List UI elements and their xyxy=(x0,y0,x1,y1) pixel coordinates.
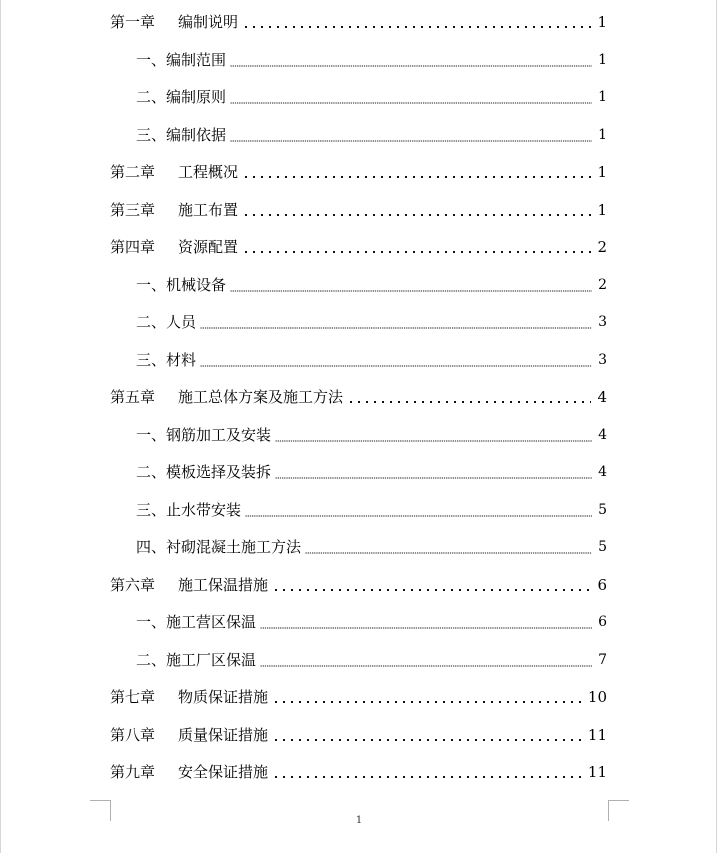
toc-entry-title: 施工总体方案及施工方法 xyxy=(178,388,344,406)
toc-entry-number: 三、 xyxy=(136,125,167,144)
toc-section-entry[interactable] xyxy=(0,46,717,70)
toc-entry-label xyxy=(136,612,258,632)
toc-entry-number: 第七章 xyxy=(110,688,156,706)
toc-entry-number: 二、 xyxy=(136,463,167,481)
toc-page-number: 1 xyxy=(597,13,607,31)
dot-leader xyxy=(272,701,582,703)
dot-leader xyxy=(200,327,592,329)
toc-entry-number: 三、 xyxy=(136,350,167,369)
toc-page-number: 5 xyxy=(598,501,607,518)
dot-leader xyxy=(347,401,591,403)
toc-page-number: 4 xyxy=(598,464,607,480)
toc-entry-number: 二、 xyxy=(136,88,167,106)
toc-entry-title: 编制说明 xyxy=(178,13,239,31)
toc-entry-title: 施工厂区保温 xyxy=(166,650,257,669)
toc-chapter-entry[interactable] xyxy=(0,758,717,782)
toc-entry-label xyxy=(110,725,270,745)
toc-page-number: 6 xyxy=(597,575,607,594)
toc-entry-label xyxy=(110,200,240,220)
toc-section-entry[interactable] xyxy=(0,421,717,445)
toc-page-number: 5 xyxy=(598,539,607,555)
toc-entry-title: 施工保温措施 xyxy=(178,575,269,594)
toc-page-number: 11 xyxy=(587,725,607,744)
toc-page-number: 1 xyxy=(598,89,607,105)
toc-chapter-entry[interactable] xyxy=(0,233,717,257)
toc-page-number: 4 xyxy=(598,426,607,443)
toc-entry-number: 第一章 xyxy=(110,13,156,31)
toc-entry-number: 四、 xyxy=(136,538,167,556)
dot-leader xyxy=(245,515,592,517)
toc-page-number: 10 xyxy=(587,688,607,706)
dot-leader xyxy=(260,665,592,667)
toc-entry-title: 质量保证措施 xyxy=(178,725,269,744)
toc-page-number: 2 xyxy=(597,238,607,256)
toc-entry-label xyxy=(110,575,270,595)
toc-page-number: 3 xyxy=(598,314,607,330)
toc-entry-title: 安全保证措施 xyxy=(178,763,269,781)
toc-entry-title: 机械设备 xyxy=(166,275,227,294)
toc-entry-label xyxy=(110,12,240,32)
toc-entry-number: 第九章 xyxy=(110,763,156,781)
toc-page-number: 11 xyxy=(587,763,607,781)
dot-leader xyxy=(200,365,592,367)
toc-entry-title: 编制范围 xyxy=(166,50,227,69)
toc-entry-label xyxy=(136,50,228,70)
dot-leader xyxy=(275,440,592,442)
toc-entry-number: 三、 xyxy=(136,500,167,519)
toc-chapter-entry[interactable] xyxy=(0,383,717,407)
dot-leader xyxy=(272,739,582,741)
toc-entry-title: 施工营区保温 xyxy=(166,613,257,631)
toc-page-number: 1 xyxy=(598,51,607,68)
toc-entry-title: 工程概况 xyxy=(178,163,239,181)
toc-entry-number: 第八章 xyxy=(110,725,156,744)
toc-page-number: 6 xyxy=(598,614,607,630)
toc-chapter-entry[interactable] xyxy=(0,158,717,182)
toc-entry-title: 施工布置 xyxy=(178,200,239,219)
toc-page-number: 1 xyxy=(598,126,607,143)
dot-leader xyxy=(230,290,592,292)
dot-leader xyxy=(242,214,591,216)
toc-entry-number: 第四章 xyxy=(110,238,156,256)
toc-entry-label xyxy=(110,237,240,257)
toc-entry-number: 二、 xyxy=(136,313,167,331)
toc-entry-label xyxy=(136,275,228,295)
toc-entry-label xyxy=(136,125,228,145)
footer-page-number: 1 xyxy=(355,815,363,826)
toc-entry-title: 编制原则 xyxy=(166,88,227,106)
toc-entry-number: 第二章 xyxy=(110,163,156,181)
toc-page-number: 1 xyxy=(597,163,607,181)
toc-chapter-entry[interactable] xyxy=(0,571,717,595)
toc-section-entry[interactable] xyxy=(0,83,717,107)
toc-entry-title: 材料 xyxy=(166,350,197,369)
toc-entry-label xyxy=(136,462,273,482)
toc-entry-label xyxy=(136,537,303,557)
margin-corner-mark-left xyxy=(90,800,111,821)
toc-entry-number: 第六章 xyxy=(110,575,156,594)
toc-entry-label xyxy=(110,687,270,707)
toc-chapter-entry[interactable] xyxy=(0,721,717,745)
toc-entry-label xyxy=(110,762,270,782)
toc-entry-number: 一、 xyxy=(136,613,167,631)
toc-entry-label xyxy=(136,650,258,670)
dot-leader xyxy=(230,65,592,67)
toc-entry-title: 资源配置 xyxy=(178,238,239,256)
toc-entry-number: 二、 xyxy=(136,650,167,669)
dot-leader xyxy=(242,251,591,253)
toc-entry-number: 一、 xyxy=(136,275,167,294)
toc-entry-number: 第五章 xyxy=(110,388,156,406)
toc-entry-label xyxy=(110,162,240,182)
toc-entry-label xyxy=(136,500,243,520)
toc-section-entry[interactable] xyxy=(0,496,717,520)
dot-leader xyxy=(230,140,592,142)
toc-entry-number: 第三章 xyxy=(110,200,156,219)
toc-entry-label xyxy=(136,350,198,370)
toc-entry-title: 衬砌混凝土施工方法 xyxy=(166,538,302,556)
dot-leader xyxy=(260,627,592,629)
toc-chapter-entry[interactable] xyxy=(0,8,717,32)
toc-entry-title: 模板选择及装拆 xyxy=(166,463,272,481)
toc-entry-number: 一、 xyxy=(136,50,167,69)
toc-entry-label xyxy=(136,87,228,107)
toc-entry-label xyxy=(136,312,198,332)
dot-leader xyxy=(272,776,582,778)
dot-leader xyxy=(275,477,592,479)
dot-leader xyxy=(305,552,592,554)
toc-section-entry[interactable] xyxy=(0,608,717,632)
toc-page-number: 4 xyxy=(597,388,607,406)
toc-entry-title: 止水带安装 xyxy=(166,500,242,519)
toc-section-entry[interactable] xyxy=(0,646,717,670)
dot-leader xyxy=(242,176,591,178)
toc-section-entry[interactable] xyxy=(0,458,717,482)
dot-leader xyxy=(230,102,592,104)
dot-leader xyxy=(242,26,591,28)
toc-section-entry[interactable] xyxy=(0,533,717,557)
toc-section-entry[interactable] xyxy=(0,121,717,145)
toc-page-number: 1 xyxy=(597,200,607,219)
margin-corner-mark-right xyxy=(608,800,629,821)
toc-chapter-entry[interactable] xyxy=(0,683,717,707)
toc-section-entry[interactable] xyxy=(0,346,717,370)
toc-page-number: 7 xyxy=(598,651,607,668)
toc-page-number: 3 xyxy=(598,351,607,368)
toc-entry-label xyxy=(136,425,273,445)
toc-page-number: 2 xyxy=(598,276,607,293)
toc-entry-title: 人员 xyxy=(166,313,197,331)
toc-section-entry[interactable] xyxy=(0,308,717,332)
toc-entry-number: 一、 xyxy=(136,425,167,444)
toc-entry-label xyxy=(110,387,345,407)
dot-leader xyxy=(272,589,591,591)
toc-entry-title: 物质保证措施 xyxy=(178,688,269,706)
toc-entry-title: 编制依据 xyxy=(166,125,227,144)
toc-section-entry[interactable] xyxy=(0,271,717,295)
toc-entry-title: 钢筋加工及安装 xyxy=(166,425,272,444)
toc-chapter-entry[interactable] xyxy=(0,196,717,220)
